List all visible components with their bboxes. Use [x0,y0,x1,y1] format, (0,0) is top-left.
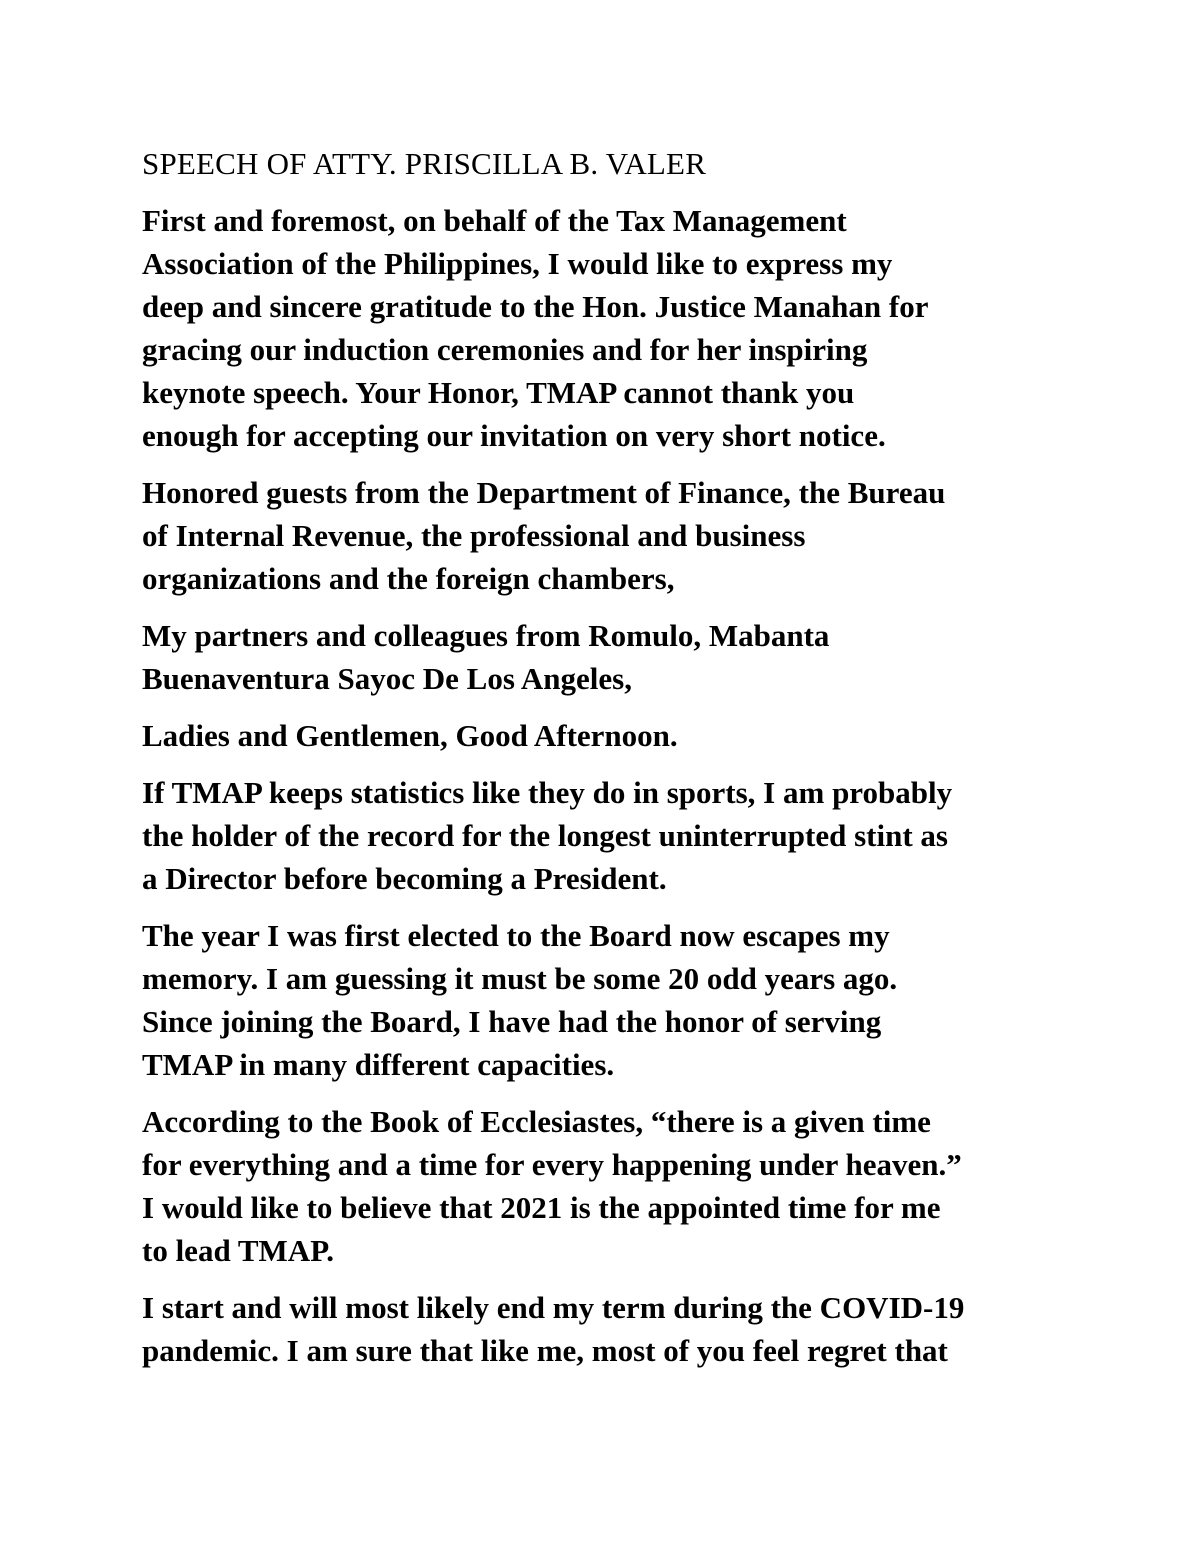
text-line: Buenaventura Sayoc De Los Angeles, [142,661,632,696]
text-line: deep and sincere gratitude to the Hon. Justice Manahan for [142,289,929,324]
speech-title: SPEECH OF ATTY. PRISCILLA B. VALER [142,146,707,181]
text-line: My partners and colleagues from Romulo, Mabanta [142,618,830,653]
text-line: Honored guests from the Department of Finance, the Bureau [142,475,946,510]
text-line: organizations and the foreign chambers, [142,561,675,596]
text-line: memory. I am guessing it must be some 20 odd years ago. [142,961,898,996]
text-line: the holder of the record for the longest uninterrupted stint as [142,818,948,853]
text-line: Ladies and Gentlemen, Good Afternoon. [142,718,678,753]
document-body [142,142,1072,1386]
text-line: Since joining the Board, I have had the honor of serving [142,1004,882,1039]
text-line: TMAP in many different capacities. [142,1047,615,1082]
text-line: pandemic. I am sure that like me, most of you feel regret that [142,1333,948,1368]
paragraph-greeting [142,714,1072,757]
text-line: gracing our induction ceremonies and for her inspiring [142,332,868,367]
paragraph-ecclesiastes [142,1100,1072,1272]
paragraph-partners [142,614,1072,700]
paragraph-honored-guests [142,471,1072,600]
paragraph-statistics [142,771,1072,900]
text-line: If TMAP keeps statistics like they do in sports, I am probably [142,775,953,810]
text-line: enough for accepting our invitation on very short notice. [142,418,886,453]
paragraph-opening-thanks [142,199,1072,457]
text-line: keynote speech. Your Honor, TMAP cannot thank you [142,375,855,410]
text-line: First and foremost, on behalf of the Tax Management [142,203,847,238]
text-line: for everything and a time for every happening under heaven.” [142,1147,962,1182]
paragraph-board-history [142,914,1072,1086]
text-line: to lead TMAP. [142,1233,335,1268]
paragraph-pandemic [142,1286,1072,1372]
text-line: I would like to believe that 2021 is the appointed time for me [142,1190,941,1225]
text-line: of Internal Revenue, the professional and business [142,518,806,553]
text-line: According to the Book of Ecclesiastes, “there is a given time [142,1104,931,1139]
text-line: a Director before becoming a President. [142,861,667,896]
text-line: I start and will most likely end my term during the COVID-19 [142,1290,965,1325]
text-line: Association of the Philippines, I would like to express my [142,246,893,281]
text-line: The year I was first elected to the Board now escapes my [142,918,890,953]
